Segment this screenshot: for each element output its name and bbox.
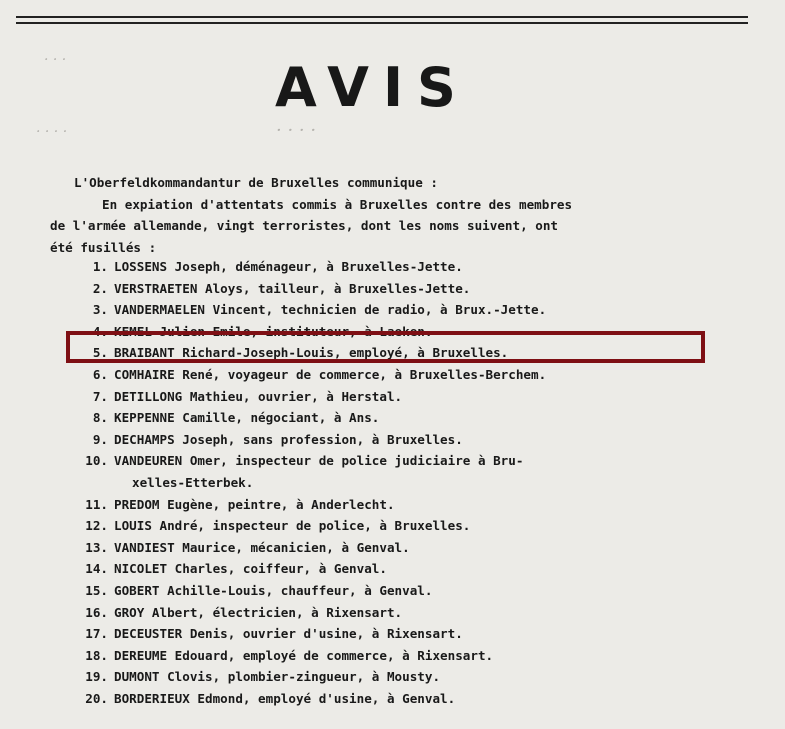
intro-line: L'Oberfeldkommandantur de Bruxelles communique :: [74, 175, 438, 190]
list-item-number: 10.: [85, 453, 108, 469]
list-item-number: 9.: [92, 431, 108, 447]
list-item: [70, 602, 750, 624]
list-item-number: 6.: [92, 366, 108, 382]
list-item: [70, 666, 750, 688]
list-item: [70, 256, 750, 278]
list-item-number: 2.: [92, 280, 108, 296]
top-rule: [16, 16, 748, 18]
list-item-number: 5.: [92, 345, 108, 361]
list-item-number: 1.: [92, 259, 108, 274]
list-item-number: 16.: [85, 604, 108, 620]
intro-line: été fusillés :: [50, 239, 157, 255]
list-item-number: 3.: [92, 302, 108, 318]
list-item-text: VANDERMAELEN Vincent, technicien de radio, à Brux.-Jette.: [114, 302, 547, 318]
intro-line: En expiation d'attentats commis à Bruxelles contre des membres: [102, 196, 573, 212]
list-item: [70, 450, 750, 472]
list-item: [70, 299, 750, 321]
ink-smudge: · · · ·: [36, 124, 68, 140]
ink-smudge: · · · ·: [276, 120, 317, 141]
list-item-text: COMHAIRE René, voyageur de commerce, à Bruxelles-Berchem.: [114, 366, 547, 382]
list-item: [70, 688, 750, 710]
top-rule-secondary: [16, 22, 748, 24]
list-item-number: 11.: [85, 496, 108, 512]
list-item-text: VANDEUREN Omer, inspecteur de police judiciaire à Bru-: [114, 453, 524, 469]
list-item: [70, 580, 750, 602]
victim-list: [70, 256, 750, 709]
list-item-number: 18.: [85, 647, 108, 663]
list-item-text: PREDOM Eugène, peintre, à Anderlecht.: [114, 496, 395, 512]
notice-title: AVIS: [275, 56, 470, 119]
list-item: [70, 537, 750, 559]
list-item-text: DUMONT Clovis, plombier-zingueur, à Mousty.: [114, 669, 441, 685]
list-item-number: 20.: [85, 690, 108, 706]
list-item-text: KEPPENNE Camille, négociant, à Ans.: [114, 410, 380, 426]
list-item: [70, 278, 750, 300]
notice-intro: [50, 172, 754, 258]
list-item: [70, 515, 750, 537]
list-item: [70, 558, 750, 580]
list-item-text: GROY Albert, électricien, à Rixensart.: [114, 604, 403, 620]
list-item: [70, 364, 750, 386]
list-item-text: DECEUSTER Denis, ouvrier d'usine, à Rixensart.: [114, 626, 463, 642]
list-item-text: BRAIBANT Richard-Joseph-Louis, employé, à Bruxelles.: [114, 345, 509, 361]
list-item-text: DEREUME Edouard, employé de commerce, à Rixensart.: [114, 647, 494, 663]
list-item-text: BORDERIEUX Edmond, employé d'usine, à Genval.: [114, 690, 456, 706]
list-item-text: LOSSENS Joseph, déménageur, à Bruxelles-Jette.: [114, 259, 463, 274]
list-item-text: VERSTRAETEN Aloys, tailleur, à Bruxelles-Jette.: [114, 280, 471, 296]
list-item: [70, 407, 750, 429]
list-item-text: LOUIS André, inspecteur de police, à Bruxelles.: [114, 518, 471, 534]
list-item: [70, 429, 750, 451]
list-item-number: 12.: [85, 518, 108, 534]
list-item: [70, 645, 750, 667]
list-item-number: 8.: [92, 410, 108, 426]
list-item-text: VANDIEST Maurice, mécanicien, à Genval.: [114, 539, 410, 555]
list-item-number: 19.: [85, 669, 108, 685]
list-item-number: 13.: [85, 539, 108, 555]
list-item-text: GOBERT Achille-Louis, chauffeur, à Genval.: [114, 582, 433, 598]
list-item-number: 7.: [92, 388, 108, 404]
list-item-number: 17.: [85, 626, 108, 642]
list-item: [70, 386, 750, 408]
list-item-continuation: xelles-Etterbek.: [132, 474, 254, 490]
list-item-number: 15.: [85, 582, 108, 598]
list-item-text: NICOLET Charles, coiffeur, à Genval.: [114, 561, 387, 577]
list-item-text: DETILLONG Mathieu, ouvrier, à Herstal.: [114, 388, 403, 404]
highlight-box: [66, 331, 705, 363]
list-item-number: 14.: [85, 561, 108, 577]
intro-line: de l'armée allemande, vingt terroristes, dont les noms suivent, ont: [50, 218, 558, 234]
list-item-text: DECHAMPS Joseph, sans profession, à Bruxelles.: [114, 431, 463, 447]
list-item: [70, 494, 750, 516]
list-item: [70, 623, 750, 645]
list-item-number: 4.: [92, 323, 108, 339]
list-item-text: KEMEL Julien-Emile, instituteur, à Laeken.: [114, 323, 433, 339]
ink-smudge: · · ·: [44, 52, 67, 68]
